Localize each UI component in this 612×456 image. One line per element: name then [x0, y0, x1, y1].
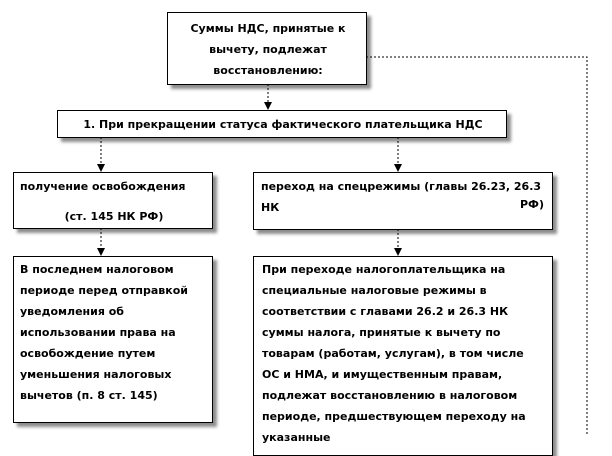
left-head-box [13, 172, 213, 229]
right-head-box [253, 172, 553, 230]
right-head-line1: переход на спецрежимы (главы 26.23, 26.3 НК [261, 180, 542, 214]
left-body-text: В последнем налоговом периоде перед отправкой уведомления об использовании права на освобождение путем уменьшения налоговых вычетов (п. 8 ст. 145) [20, 263, 189, 402]
left-head-line1: получение освобождения [20, 180, 186, 193]
top-box [167, 12, 367, 85]
status-box-text: 1. При прекращении статуса фактического плательщика НДС [83, 118, 483, 131]
right-body-box [253, 256, 553, 456]
left-head-line2: (ст. 145 НК РФ) [64, 210, 164, 223]
status-box [57, 110, 507, 138]
left-body-box [13, 256, 213, 423]
right-head-line2: РФ) [520, 198, 544, 211]
right-body-text: При переходе налогоплательщика на специальные налоговые режимы в соответствии с главами 26.2 и 26.3 НК суммы налога, принятые к вычету по товарам (работам, услугам), в том числе ОС и НМА, и имущественным правам, подлежат восстановлению в налоговом периоде, предшествующем переходу на указанные [262, 263, 526, 444]
top-box-text: Суммы НДС, принятые к вычету, подлежат восстановлению: [190, 22, 346, 77]
